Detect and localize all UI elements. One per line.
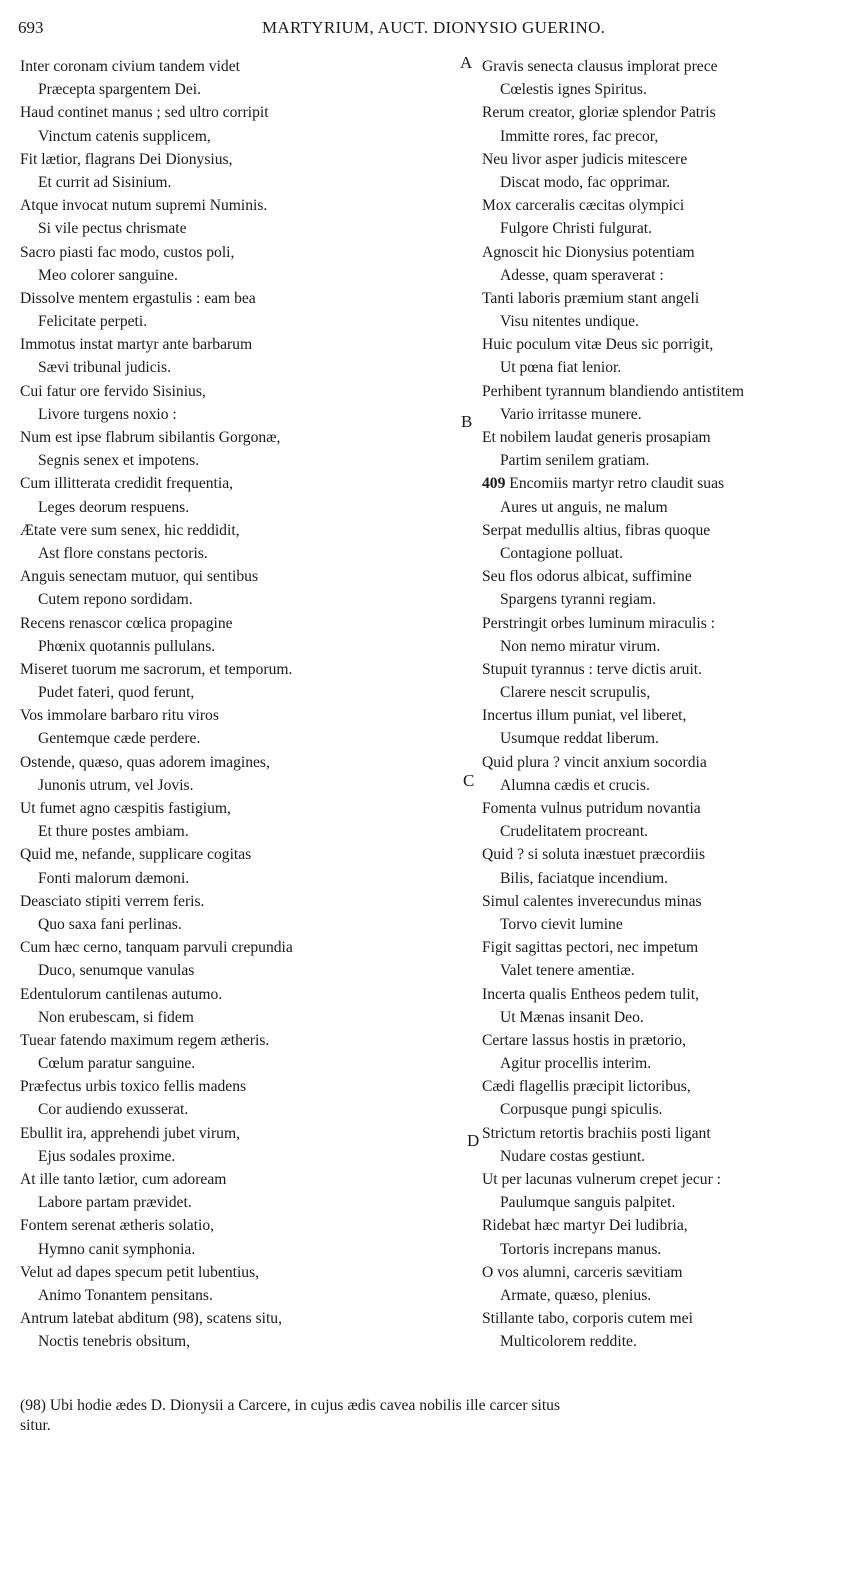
verse-text: Antrum latebat abditum (98), scatens situ, <box>20 1310 283 1328</box>
verse-line <box>20 936 440 959</box>
verse-text: Bilis, faciatque incendium. <box>500 869 669 887</box>
verse-line <box>482 78 850 101</box>
verse-text: Fulgore Christi fulgurat. <box>500 220 653 238</box>
verse-line <box>20 1145 440 1168</box>
section-marker-b: B <box>461 412 473 431</box>
verse-line <box>20 148 440 171</box>
verse-line <box>20 241 440 264</box>
verse-text: Huic poculum vitæ Deus sic porrigit, <box>482 336 714 354</box>
verse-text: Segnis senex et impotens. <box>38 452 200 470</box>
verse-line <box>20 1122 440 1145</box>
verse-text: Cœlestis ignes Spiritus. <box>500 81 647 99</box>
verse-line <box>482 1075 850 1098</box>
verse-text: Agitur procellis interim. <box>500 1055 652 1073</box>
verse-line <box>20 1168 440 1191</box>
verse-line <box>20 1098 440 1121</box>
verse-line <box>482 125 850 148</box>
verse-line <box>20 356 440 379</box>
verse-text: Præfectus urbis toxico fellis madens <box>20 1078 247 1096</box>
footnote-line-2: situr. <box>20 1417 51 1434</box>
verse-text: Pudet fateri, quod ferunt, <box>38 684 195 702</box>
verse-line <box>20 843 440 866</box>
verse-line <box>482 1006 850 1029</box>
verse-line <box>482 751 850 774</box>
verse-text: Anguis senectam mutuor, qui sentibus <box>20 568 259 586</box>
verse-line <box>20 403 440 426</box>
verse-text: Simul calentes inverecundus minas <box>482 892 702 910</box>
verse-line <box>20 55 440 78</box>
verse-text: Incerta qualis Entheos pedem tulit, <box>482 985 699 1003</box>
verse-line <box>482 959 850 982</box>
verse-line <box>20 1307 440 1330</box>
verse-line <box>20 588 440 611</box>
verse-line <box>482 380 850 403</box>
verse-text: At ille tanto lætior, cum adoream <box>20 1171 227 1188</box>
verse-text: Strictum retortis brachiis posti ligant <box>482 1124 711 1142</box>
verse-text: Junonis utrum, vel Jovis. <box>38 776 194 794</box>
verse-text: Perstringit orbes luminum miraculis : <box>482 614 716 632</box>
verse-line <box>482 1330 850 1353</box>
verse-line <box>20 727 440 750</box>
verse-text: Cum illitterata credidit frequentia, <box>20 475 234 493</box>
verse-text: Torvo cievit lumine <box>500 915 623 933</box>
verse-line <box>20 380 440 403</box>
verse-text: Num est ipse flabrum sibilantis Gorgonæ, <box>20 429 281 446</box>
verse-text: Felicitate perpeti. <box>38 313 148 331</box>
verse-line <box>20 612 440 635</box>
verse-text: Sævi tribunal judicis. <box>38 359 171 377</box>
verse-text: Tanti laboris præmium stant angeli <box>482 289 700 307</box>
verse-text: Sacro piasti fac modo, custos poli, <box>20 243 235 261</box>
verse-text: Visu nitentes undique. <box>500 313 639 331</box>
verse-text: Cœlum paratur sanguine. <box>38 1055 196 1073</box>
verse-line <box>482 403 850 426</box>
verse-text: Cor audiendo exusserat. <box>38 1101 189 1119</box>
verse-text: Ut pœna fiat lenior. <box>500 359 622 377</box>
verse-text: Dissolve mentem ergastulis : eam bea <box>20 289 256 307</box>
verse-text: Vinctum catenis supplicem, <box>38 127 211 145</box>
column-number: 409 <box>482 475 506 493</box>
verse-text: Nudare costas gestiunt. <box>500 1147 646 1165</box>
verse-text: Gravis senecta clausus implorat prece <box>482 58 718 75</box>
verse-line <box>482 1191 850 1214</box>
verse-text: Incertus illum puniat, vel liberet, <box>482 707 687 725</box>
verse-text: Edentulorum cantilenas autumo. <box>20 985 223 1003</box>
verse-line <box>482 1029 850 1052</box>
verse-line <box>482 171 850 194</box>
verse-line <box>482 472 850 495</box>
verse-line <box>20 1006 440 1029</box>
verse-text: Figit sagittas pectori, nec impetum <box>482 939 699 957</box>
verse-text: Ridebat hæc martyr Dei ludibria, <box>482 1217 688 1235</box>
verse-line <box>482 356 850 379</box>
verse-line <box>482 704 850 727</box>
verse-text: Et nobilem laudat generis prosapiam <box>482 429 711 446</box>
verse-text: O vos alumni, carceris sævitiam <box>482 1263 683 1281</box>
verse-text: Deasciato stipiti verrem feris. <box>20 892 205 910</box>
verse-text: Ast flore constans pectoris. <box>38 544 208 562</box>
verse-line <box>482 148 850 171</box>
verse-line <box>20 959 440 982</box>
verse-line <box>20 681 440 704</box>
right-column <box>482 55 850 1354</box>
verse-text: Ejus sodales proxime. <box>38 1147 176 1165</box>
verse-line <box>482 101 850 124</box>
verse-text: Contagione polluat. <box>500 544 623 562</box>
verse-line <box>482 681 850 704</box>
verse-line <box>482 1145 850 1168</box>
verse-line <box>482 519 850 542</box>
verse-text: Tuear fatendo maximum regem ætheris. <box>20 1031 270 1049</box>
verse-line <box>482 820 850 843</box>
verse-text: Partim senilem gratiam. <box>500 452 650 470</box>
verse-text: Si vile pectus chrismate <box>38 220 187 238</box>
verse-text: Ut Mænas insanit Deo. <box>500 1008 644 1026</box>
verse-line <box>482 1307 850 1330</box>
verse-text: Crudelitatem procreant. <box>500 823 649 841</box>
section-marker-a: A <box>460 53 473 72</box>
verse-line <box>20 890 440 913</box>
verse-text: Non nemo miratur virum. <box>500 637 661 655</box>
verse-text: Spargens tyranni regiam. <box>500 591 657 609</box>
verse-text: Perhibent tyrannum blandiendo antistitem <box>482 382 745 400</box>
verse-text: Inter coronam civium tandem videt <box>20 58 240 75</box>
verse-line <box>20 1261 440 1284</box>
verse-line <box>482 983 850 1006</box>
verse-line <box>20 774 440 797</box>
verse-line <box>20 1284 440 1307</box>
verse-text: Neu livor asper judicis mitescere <box>482 150 688 168</box>
verse-line <box>482 426 850 449</box>
verse-line <box>482 1052 850 1075</box>
verse-line <box>482 890 850 913</box>
verse-text: Serpat medullis altius, fibras quoque <box>482 521 711 539</box>
verse-line <box>20 217 440 240</box>
verse-line <box>20 426 440 449</box>
verse-line <box>20 310 440 333</box>
footnote <box>20 1396 848 1436</box>
verse-text: Multicolorem reddite. <box>500 1333 637 1351</box>
running-head: MARTYRIUM, AUCT. DIONYSIO GUERINO. <box>262 18 606 37</box>
verse-line <box>482 287 850 310</box>
footnote-line-1: (98) Ubi hodie ædes D. Dionysii a Carcere, in cujus ædis cavea nobilis ille carcer situs <box>20 1397 561 1414</box>
section-marker-c: C <box>463 771 475 790</box>
verse-text: Animo Tonantem pensitans. <box>38 1286 213 1304</box>
verse-line <box>482 264 850 287</box>
verse-line <box>482 1261 850 1284</box>
verse-line <box>482 658 850 681</box>
verse-line <box>20 1052 440 1075</box>
verse-text: Fontem serenat ætheris solatio, <box>20 1217 215 1235</box>
verse-text: Ætate vere sum senex, hic reddidit, <box>20 521 240 539</box>
verse-text: Vario irritasse munere. <box>500 405 642 423</box>
verse-text: Et currit ad Sisinium. <box>38 173 172 191</box>
verse-text: Certare lassus hostis in prætorio, <box>482 1031 686 1049</box>
verse-text: Livore turgens noxio : <box>38 405 177 423</box>
verse-text: Stillante tabo, corporis cutem mei <box>482 1310 693 1328</box>
verse-line <box>20 1330 440 1353</box>
verse-text: Velut ad dapes specum petit lubentius, <box>20 1263 260 1281</box>
verse-line <box>482 843 850 866</box>
verse-line <box>482 55 850 78</box>
verse-line <box>20 913 440 936</box>
verse-text: Hymno canit symphonia. <box>38 1240 196 1258</box>
verse-line <box>20 542 440 565</box>
verse-text: Ut per lacunas vulnerum crepet jecur : <box>482 1171 722 1188</box>
verse-text: Atque invocat nutum supremi Numinis. <box>20 197 268 215</box>
verse-line <box>482 797 850 820</box>
verse-line <box>482 496 850 519</box>
page-number: 693 <box>18 18 44 37</box>
verse-line <box>20 704 440 727</box>
verse-text: Fit lætior, flagrans Dei Dionysius, <box>20 150 233 168</box>
verse-line <box>482 727 850 750</box>
verse-line <box>482 1214 850 1237</box>
verse-line <box>482 1168 850 1191</box>
verse-text: Agnoscit hic Dionysius potentiam <box>482 243 695 261</box>
verse-line <box>20 1238 440 1261</box>
verse-text: Mox carceralis cæcitas olympici <box>482 197 685 215</box>
verse-line <box>482 449 850 472</box>
verse-line <box>482 774 850 797</box>
verse-text: Quid me, nefande, supplicare cogitas <box>20 846 252 864</box>
verse-text: Cutem repono sordidam. <box>38 591 193 609</box>
verse-text: Paulumque sanguis palpitet. <box>500 1194 676 1212</box>
verse-line <box>482 936 850 959</box>
verse-text: Rerum creator, gloriæ splendor Patris <box>482 104 716 122</box>
verse-line <box>20 101 440 124</box>
verse-text: Usumque reddat liberum. <box>500 730 659 748</box>
verse-line <box>482 635 850 658</box>
verse-text: Aures ut anguis, ne malum <box>500 498 668 516</box>
verse-line <box>482 867 850 890</box>
verse-text: Ostende, quæso, quas adorem imagines, <box>20 753 270 771</box>
verse-line <box>482 194 850 217</box>
verse-text: Quo saxa fani perlinas. <box>38 915 182 933</box>
verse-line <box>20 519 440 542</box>
verse-text: Duco, senumque vanulas <box>38 962 195 980</box>
verse-line <box>20 658 440 681</box>
verse-text: Encomiis martyr retro claudit suas <box>509 475 725 493</box>
verse-text: Alumna cædis et crucis. <box>500 776 650 794</box>
verse-line <box>482 1284 850 1307</box>
verse-line <box>20 1191 440 1214</box>
verse-line <box>482 1098 850 1121</box>
verse-text: Ut fumet agno cæspitis fastigium, <box>20 800 231 817</box>
verse-text: Ebullit ira, apprehendi jubet virum, <box>20 1124 240 1142</box>
verse-line <box>20 194 440 217</box>
verse-line <box>482 565 850 588</box>
verse-text: Cum hæc cerno, tanquam parvuli crepundia <box>20 939 293 957</box>
verse-line <box>482 1122 850 1145</box>
verse-line <box>20 820 440 843</box>
verse-text: Immotus instat martyr ante barbarum <box>20 336 253 354</box>
verse-line <box>20 983 440 1006</box>
verse-text: Meo colorer sanguine. <box>38 266 178 284</box>
verse-text: Gentemque cæde perdere. <box>38 730 201 748</box>
verse-line <box>20 1214 440 1237</box>
verse-line <box>482 217 850 240</box>
verse-line <box>20 797 440 820</box>
verse-line <box>482 241 850 264</box>
verse-text: Non erubescam, si fidem <box>38 1008 194 1026</box>
verse-line <box>20 449 440 472</box>
verse-text: Fomenta vulnus putridum novantia <box>482 800 701 817</box>
verse-line <box>482 542 850 565</box>
verse-text: Haud continet manus ; sed ultro corripit <box>20 104 269 122</box>
verse-text: Quid ? si soluta inæstuet præcordiis <box>482 846 706 864</box>
verse-line <box>20 635 440 658</box>
verse-text: Labore partam prævidet. <box>38 1194 192 1212</box>
section-marker-d: D <box>467 1131 480 1150</box>
verse-line <box>20 867 440 890</box>
verse-line <box>482 333 850 356</box>
verse-text: Tortoris increpans manus. <box>500 1240 662 1258</box>
verse-line <box>20 287 440 310</box>
verse-text: Stupuit tyrannus : terve dictis aruit. <box>482 660 703 678</box>
verse-text: Armate, quæso, plenius. <box>500 1286 652 1304</box>
verse-text: Clarere nescit scrupulis, <box>500 684 651 702</box>
verse-line <box>20 472 440 495</box>
verse-line <box>20 333 440 356</box>
verse-line <box>482 913 850 936</box>
verse-text: Discat modo, fac opprimar. <box>500 173 671 191</box>
verse-line <box>20 565 440 588</box>
verse-line <box>482 1238 850 1261</box>
verse-text: Miseret tuorum me sacrorum, et temporum. <box>20 660 293 678</box>
verse-line <box>20 264 440 287</box>
verse-text: Cui fatur ore fervido Sisinius, <box>20 382 206 400</box>
verse-line <box>20 125 440 148</box>
verse-line <box>20 78 440 101</box>
verse-text: Quid plura ? vincit anxium socordia <box>482 753 707 771</box>
verse-text: Præcepta spargentem Dei. <box>38 81 201 99</box>
verse-text: Adesse, quam speraverat : <box>500 266 664 284</box>
verse-line <box>482 588 850 611</box>
verse-text: Phœnix quotannis pullulans. <box>38 637 216 655</box>
verse-text: Vos immolare barbaro ritu viros <box>20 707 219 725</box>
verse-text: Leges deorum respuens. <box>38 498 190 516</box>
verse-text: Valet tenere amentiæ. <box>500 962 635 980</box>
verse-line <box>20 751 440 774</box>
verse-text: Cædi flagellis præcipit lictoribus, <box>482 1078 691 1096</box>
verse-text: Recens renascor cœlica propagine <box>20 614 233 632</box>
verse-text: Corpusque pungi spiculis. <box>500 1101 663 1119</box>
verse-line <box>20 1029 440 1052</box>
verse-line <box>20 496 440 519</box>
verse-text: Noctis tenebris obsitum, <box>38 1333 191 1351</box>
verse-line <box>482 612 850 635</box>
verse-text: Seu flos odorus albicat, suffimine <box>482 568 692 586</box>
left-column <box>20 55 440 1354</box>
verse-line <box>20 1075 440 1098</box>
verse-text: Fonti malorum dæmoni. <box>38 869 190 887</box>
verse-line <box>20 171 440 194</box>
verse-text: Et thure postes ambiam. <box>38 823 189 841</box>
verse-text: Immitte rores, fac precor, <box>500 127 659 145</box>
verse-line <box>482 310 850 333</box>
